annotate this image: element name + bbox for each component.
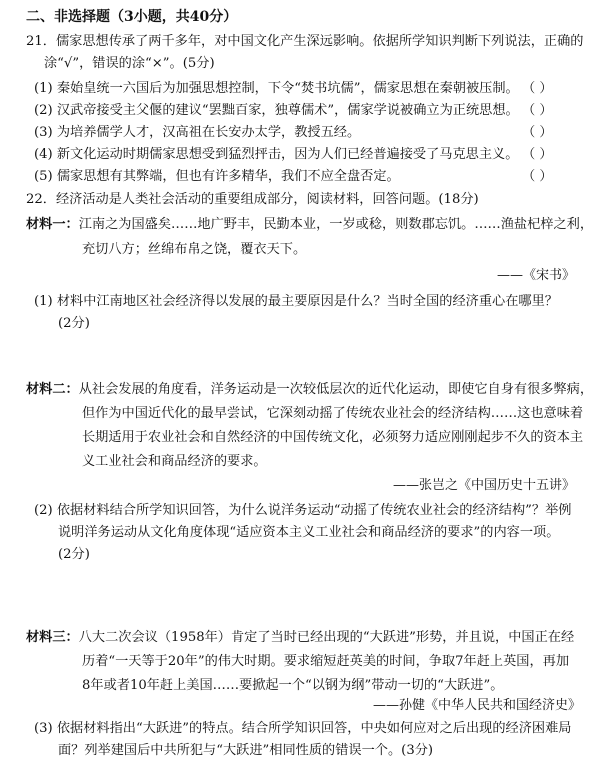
q21-stem-line2: 涂“√”，错误的涂“×”。(5分) — [44, 56, 215, 71]
sub-question-1-line1: (1) 材料中江南地区社会经济得以发展的最主要原因是什么？当时全国的经济重心在哪里？ — [34, 294, 558, 309]
material-3 — [26, 626, 574, 645]
material-1-line1: 江南之为国盛矣……地广野丰，民勤本业，一岁或稔，则数郡忘饥。……渔盐杞梓之利， — [78, 217, 594, 232]
q21-item-3: (3) 为培养儒学人才，汉高祖在长安办太学，教授五经。 — [34, 125, 361, 140]
material-2-line1: 从社会发展的角度看，洋务运动是一次较低层次的近代化运动，即使它自身有很多弊病， — [78, 382, 594, 397]
material-1 — [26, 213, 593, 232]
q21-item-2: (2) 汉武帝接受主父偃的建议“罢黜百家，独尊儒术”，儒家学说被确立为正统思想。 — [34, 103, 519, 118]
material-2-label: 材料二： — [26, 382, 79, 397]
q21-item-5-answer-box[interactable]: （ ） — [522, 169, 553, 184]
material-3-label: 材料三： — [26, 630, 79, 645]
q21-item-4: (4) 新文化运动时期儒家思想受到猛烈抨击，因为人们已经普遍接受了马克思主义。 — [34, 147, 519, 162]
material-2-line2: 但作为中国近代化的最早尝试，它深刻动摇了传统农业社会的经济结构……这也意味着 — [82, 406, 584, 421]
material-2-line3: 长期适用于农业社会和自然经济的中国传统文化，必须努力适应刚刚起步不久的资本主 — [82, 430, 584, 445]
q21-item-4-answer-box[interactable]: （ ） — [522, 147, 553, 162]
material-1-line2: 充切八方；丝绵布帛之饶，覆衣天下。 — [82, 242, 307, 257]
material-2-source: ——张岂之《中国历史十五讲》 — [392, 478, 575, 493]
q22-stem: 22．经济活动是人类社会活动的重要组成部分，阅读材料，回答问题。(18分) — [26, 192, 479, 207]
sub-question-1-line2: (2分) — [58, 316, 90, 331]
answer-space-2[interactable] — [0, 566, 611, 622]
material-3-line3: 8年或者10年赶上美国……要掀起一个“以钢为纲”带动一切的“大跃进”。 — [82, 678, 504, 693]
q21-item-3-answer-box[interactable]: （ ） — [522, 125, 553, 140]
material-2 — [26, 378, 593, 397]
q21-item-5: (5) 儒家思想有其弊端，但也有许多精华，我们不应全盘否定。 — [34, 169, 400, 184]
sub-question-2-line2: 说明洋务运动从文化角度体现“适应资本主义工业社会和商品经济的要求”的内容一项。 — [58, 525, 560, 540]
answer-space-1[interactable] — [0, 334, 611, 374]
sub-question-2-line3: (2分) — [58, 547, 90, 562]
q21-item-1-answer-box[interactable]: （ ） — [522, 81, 553, 96]
material-3-line2: 历着“一天等于20年”的伟大时期。要求缩短赶英美的时间，争取7年赶上英国，再加 — [82, 654, 570, 669]
material-3-line1: 八大二次会议（1958年）肯定了当时已经出现的“大跃进”形势，并且说，中国正在经 — [78, 630, 575, 645]
q21-stem-line1: 21．儒家思想传承了两千多年，对中国文化产生深远影响。依据所学知识判断下列说法，正确的 — [26, 34, 584, 49]
material-1-source: ——《宋书》 — [496, 268, 575, 283]
material-1-label: 材料一： — [26, 217, 79, 232]
q21-item-1: (1) 秦始皇统一六国后为加强思想控制，下令“焚书坑儒”，儒家思想在秦朝被压制。 — [34, 81, 519, 96]
section-title: 二、非选择题（3小题，共40分） — [26, 9, 238, 25]
material-3-source: ——孙健《中华人民共和国经济史》 — [372, 698, 581, 713]
sub-question-3-line2: 面？列举建国后中共所犯与“大跃进”相同性质的错误一个。(3分) — [58, 743, 434, 758]
sub-question-3-line1: (3) 依据材料指出“大跃进”的特点。结合所学知识回答，中央如何应对之后出现的经济困难局 — [34, 721, 572, 736]
q21-item-2-answer-box[interactable]: （ ） — [522, 103, 553, 118]
material-2-line4: 义工业社会和商品经济的要求。 — [82, 454, 267, 469]
sub-question-2-line1: (2) 依据材料结合所学知识回答，为什么说洋务运动“动摇了传统农业社会的经济结构”？举例 — [34, 503, 572, 518]
